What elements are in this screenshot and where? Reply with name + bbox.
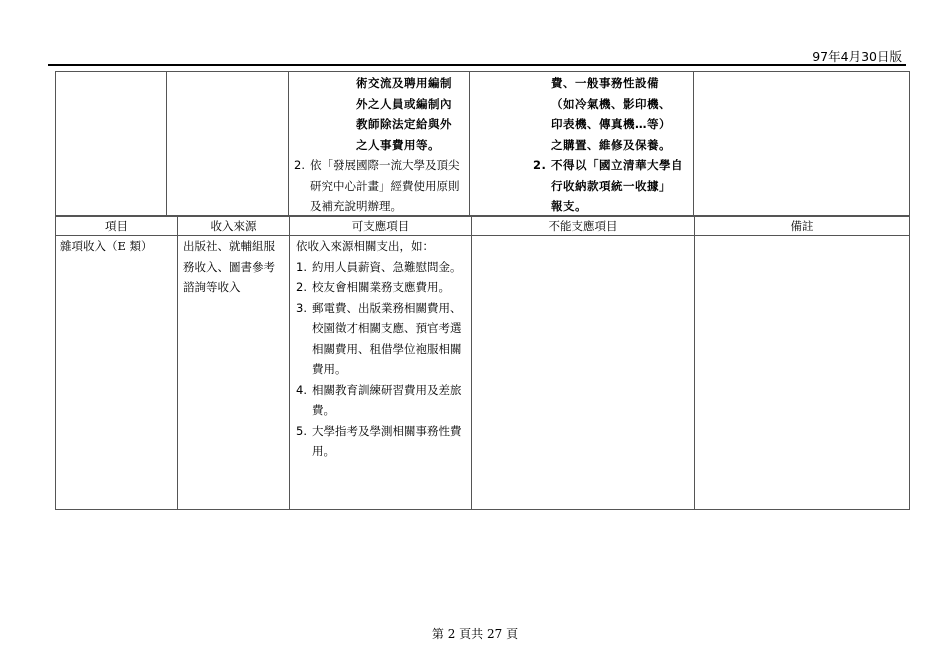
cell-item: 雜項收入（E 類） (56, 236, 178, 510)
header-not-allowed: 不能支應項目 (472, 217, 695, 236)
header-source: 收入來源 (178, 217, 290, 236)
list-item: 3. 郵電費、出版業務相關費用、 校園徵才相關支應、預官考選 相關費用、租借學位袍服相關 費用。 (296, 300, 462, 376)
page-footer: 第 2 頁共 27 頁 (431, 627, 519, 641)
cont-cell-remarks (694, 72, 910, 216)
list-item: 2. 校友會相關業務支應費用。 (296, 280, 450, 294)
table-row (56, 236, 910, 510)
cell-allowed (290, 236, 472, 510)
header-rule (48, 64, 906, 66)
table-header-row (56, 217, 910, 236)
allowed-intro: 依收入來源相關支出，如： (296, 239, 434, 253)
cont-cell-source (167, 72, 289, 216)
budget-table (55, 216, 910, 510)
header-allowed: 可支應項目 (290, 217, 472, 236)
cont-cell-item (56, 72, 167, 216)
header-item: 項目 (56, 217, 178, 236)
cont-not-allowed-item-2: 2. 不得以「國立清華大學自 行收納款項統一收據」 報支。 (533, 158, 683, 213)
header-remarks: 備註 (695, 217, 910, 236)
cont-allowed-item-2: 2. 依「發展國際一流大學及頂尖 研究中心計畫」經費使用原則 及補充說明辦理。 (294, 158, 460, 213)
list-item: 5. 大學指考及學測相關事務性費 用。 (296, 423, 462, 458)
cell-not-allowed (472, 236, 695, 510)
continuation-table (55, 71, 910, 216)
list-item: 1. 約用人員薪資、急難慰問金。 (296, 259, 462, 274)
cell-remarks (695, 236, 910, 510)
version-date: 97年4月30日版 (812, 49, 902, 64)
cont-not-allowed-text: 費、一般事務性設備 （如冷氣機、影印機、 印表機、傳真機…等） 之購置、維修及保養。 (551, 76, 671, 152)
cont-allowed-bold-text: 術交流及聘用編制 外之人員或編制內 教師除法定給與外 之人事費用等。 (356, 76, 452, 152)
cell-source: 出版社、就輔組服 務收入、圖書參考 諮詢等收入 (178, 236, 290, 510)
list-item: 4. 相關教育訓練研習費用及差旅 費。 (296, 382, 462, 417)
